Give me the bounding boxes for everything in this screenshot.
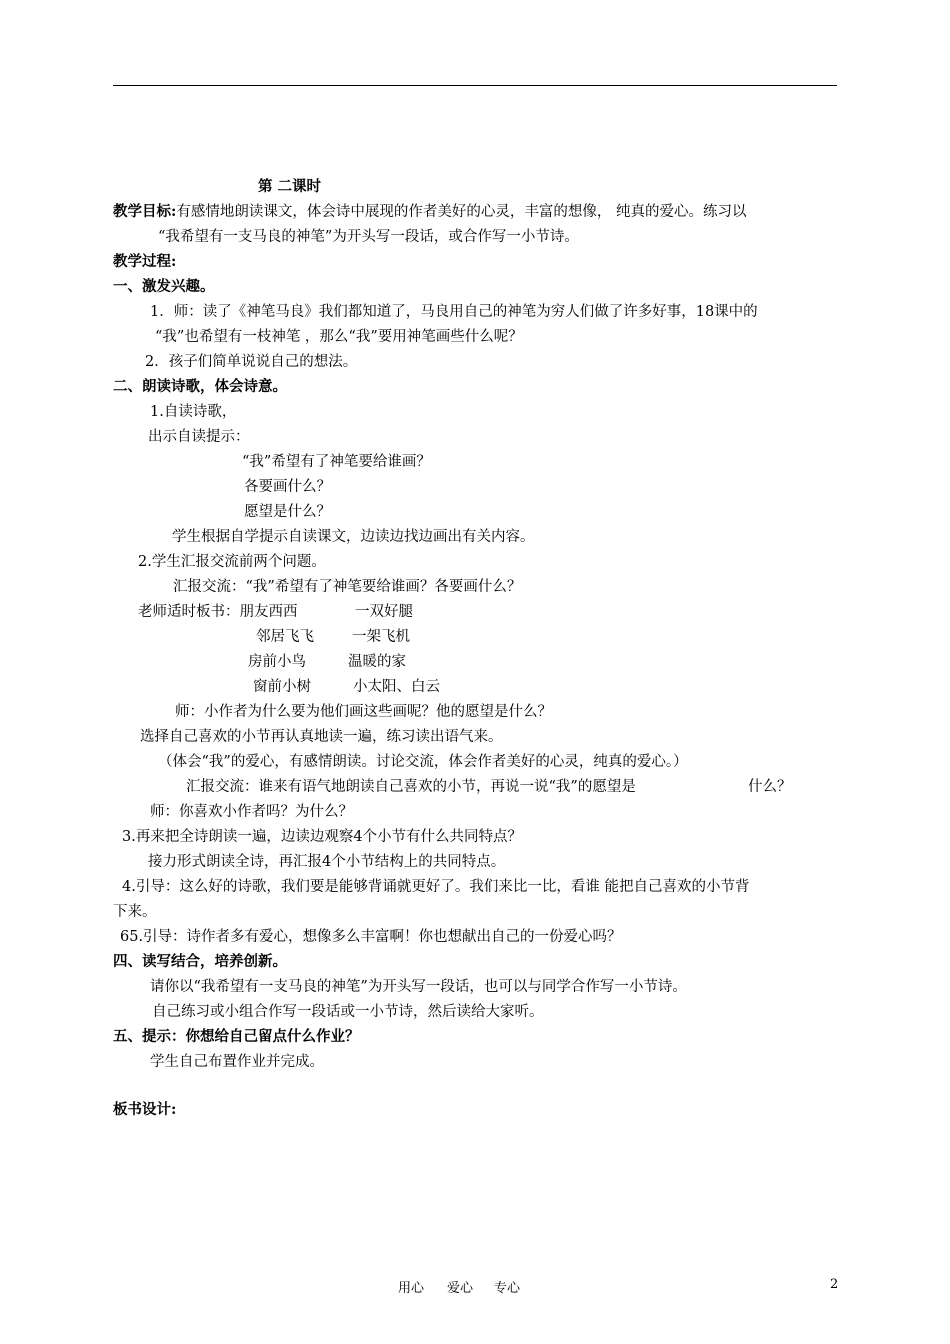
header-rule [113, 85, 837, 86]
s2-self-study: 学生根据自学提示自读课文，边读边找边画出有关内容。 [172, 529, 535, 545]
section-1-heading: 一、激发兴趣。 [113, 278, 215, 295]
goal-text-2: “我希望有一支马良的神笔”为开头写一段话，或合作写一小节诗。 [158, 229, 579, 245]
section-5-heading: 五、提示：你想给自己留点什么作业？ [113, 1028, 360, 1045]
footer-motto-1: 用心 [398, 1281, 425, 1296]
process-label: 教学过程: [113, 253, 177, 270]
board-row-3-b: 温暖的家 [348, 654, 406, 670]
board-row-1-b: 一双好腿 [355, 604, 413, 620]
report-2b: 什么？ [748, 779, 792, 795]
s2-item-4b: 下来。 [113, 904, 157, 920]
feel-love: （体会“我”的爱心，有感情朗读。讨论交流，体会作者美好的心灵，纯真的爱心。） [158, 754, 688, 770]
choose-stanza: 选择自己喜欢的小节再认真地读一遍，练习读出语气来。 [140, 729, 503, 745]
s2-item-4a: 4.引导：这么好的诗歌，我们要是能够背诵就更好了。我们来比一比，看谁 能把自己喜欢的小节背 [122, 879, 750, 895]
s2-question-3: 愿望是什么？ [244, 504, 331, 520]
board-row-4-a: 窗前小树 [253, 679, 311, 695]
goal-text: 有感情地朗读课文，体会诗中展现的作者美好的心灵，丰富的想像， 纯真的爱心。练习以 [176, 204, 747, 220]
s2-item-5: 65.引导：诗作者多有爱心，想像多么丰富啊！你也想献出自己的一份爱心吗？ [120, 929, 622, 945]
teacher-question-2: 师：你喜欢小作者吗？为什么？ [150, 804, 353, 820]
page-number: 2 [830, 1277, 839, 1292]
s4-item-1: 请你以“我希望有一支马良的神笔”为开头写一段话，也可以与同学合作写一小节诗。 [150, 979, 687, 995]
s2-question-2: 各要画什么？ [244, 479, 331, 495]
s2-item-1: 1.自读诗歌， [150, 404, 237, 420]
s2-item-2: 2.学生汇报交流前两个问题。 [138, 554, 326, 570]
lesson-title: 第 二课时 [258, 178, 322, 195]
s2-report: 汇报交流：“我”希望有了神笔要给谁画？各要画什么？ [173, 579, 522, 595]
board-row-1-a: 老师适时板书：朋友西西 [138, 604, 298, 620]
board-design-label: 板书设计: [113, 1101, 177, 1118]
s1-item-1a: 1．师：读了《神笔马良》我们都知道了，马良用自己的神笔为穷人们做了许多好事，18课中的 [150, 304, 758, 320]
report-2a: 汇报交流：谁来有语气地朗读自己喜欢的小节，再说一说“我”的愿望是 [186, 779, 636, 795]
s2-item-3: 3.再来把全诗朗读一遍，边读边观察4个小节有什么共同特点？ [122, 829, 523, 845]
goal-line [113, 202, 746, 222]
board-row-2-b: 一架飞机 [352, 629, 410, 645]
footer-motto-3: 专心 [494, 1281, 521, 1296]
s4-item-2: 自己练习或小组合作写一段话或一小节诗，然后读给大家听。 [152, 1004, 544, 1020]
board-row-4-b: 小太阳、白云 [353, 679, 440, 695]
section-4-heading: 四、读写结合，培养创新。 [113, 953, 287, 970]
s2-prompt: 出示自读提示： [148, 429, 250, 445]
s1-item-1b: “我”也希望有一枝神笔 ，那么“我”要用神笔画些什么呢？ [155, 329, 523, 345]
board-row-2-a: 邻居飞飞 [256, 629, 314, 645]
s2-item-3b: 接力形式朗读全诗，再汇报4个小节结构上的共同特点。 [148, 854, 506, 870]
goal-label: 教学目标: [113, 203, 177, 220]
board-row-3-a: 房前小鸟 [248, 654, 306, 670]
teacher-question: 师：小作者为什么要为他们画这些画呢？他的愿望是什么？ [175, 704, 552, 720]
section-2-heading: 二、朗读诗歌，体会诗意。 [113, 378, 287, 395]
s5-item-1: 学生自己布置作业并完成。 [150, 1054, 324, 1070]
s2-question-1: “我”希望有了神笔要给谁画？ [242, 454, 431, 470]
footer-motto-2: 爱心 [447, 1281, 474, 1296]
s1-item-2: 2．孩子们简单说说自己的想法。 [145, 354, 358, 370]
